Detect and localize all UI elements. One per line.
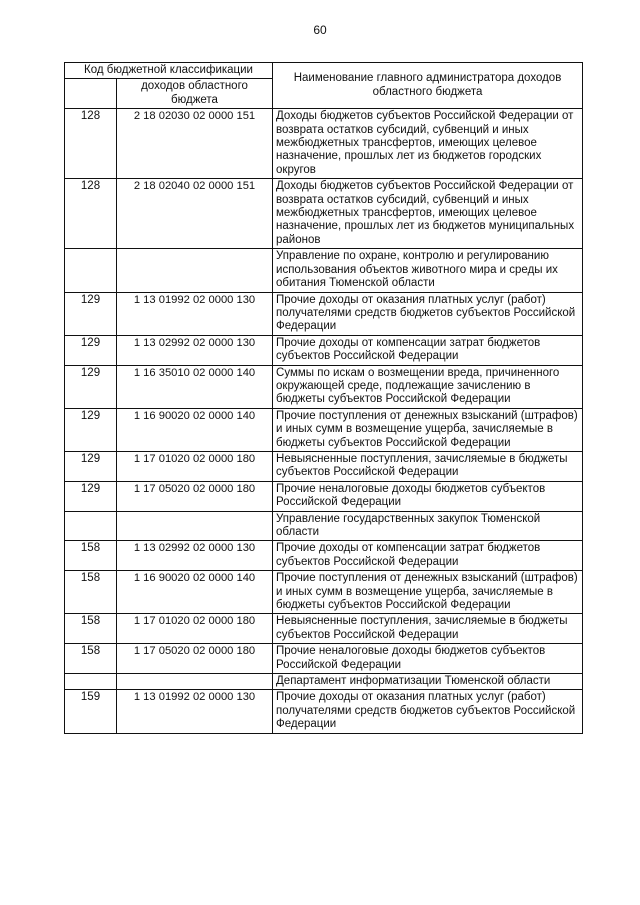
- admin-code-cell: 129: [65, 335, 117, 365]
- income-name-cell: Доходы бюджетов субъектов Российской Федерации от возврата остатков субсидий, субвенций и иных межбюджетных трансфертов, имеющих целевое назначение, прошлых лет из бюджетов городских округов: [273, 109, 583, 179]
- table-row: [65, 511, 583, 541]
- income-code-cell: 1 13 01992 02 0000 130: [117, 292, 273, 335]
- income-name-cell: Прочие поступления от денежных взысканий (штрафов) и иных сумм в возмещение ущерба, зачисляемые в бюджеты субъектов Российской Федерации: [273, 408, 583, 451]
- table-row: [65, 541, 583, 571]
- income-code-cell: 2 18 02030 02 0000 151: [117, 109, 273, 179]
- admin-code-cell: 129: [65, 408, 117, 451]
- income-code-cell: 1 13 02992 02 0000 130: [117, 541, 273, 571]
- header-administrator-name: Наименование главного администратора доходов областного бюджета: [273, 63, 583, 109]
- table-row: [65, 179, 583, 249]
- table-row: [65, 335, 583, 365]
- table-row: [65, 408, 583, 451]
- income-code-cell: 1 13 01992 02 0000 130: [117, 690, 273, 733]
- income-code-cell: 1 16 90020 02 0000 140: [117, 408, 273, 451]
- income-name-cell: Невыясненные поступления, зачисляемые в бюджеты субъектов Российской Федерации: [273, 451, 583, 481]
- admin-code-cell: 158: [65, 571, 117, 614]
- income-code-cell: 1 17 01020 02 0000 180: [117, 614, 273, 644]
- admin-code-cell: 129: [65, 451, 117, 481]
- admin-code-cell: [65, 249, 117, 292]
- income-name-cell: Прочие неналоговые доходы бюджетов субъектов Российской Федерации: [273, 644, 583, 674]
- income-code-cell: 1 16 90020 02 0000 140: [117, 571, 273, 614]
- admin-code-cell: 128: [65, 179, 117, 249]
- table-row: [65, 365, 583, 408]
- admin-code-cell: 158: [65, 614, 117, 644]
- income-code-cell: 2 18 02040 02 0000 151: [117, 179, 273, 249]
- page-number: 60: [313, 23, 327, 37]
- income-code-cell: 1 17 01020 02 0000 180: [117, 451, 273, 481]
- income-name-cell: Суммы по искам о возмещении вреда, причиненного окружающей среде, подлежащие зачислению в бюджеты субъектов Российской Федерации: [273, 365, 583, 408]
- table-row: [65, 674, 583, 690]
- income-code-cell: 1 17 05020 02 0000 180: [117, 644, 273, 674]
- administrator-heading-cell: Управление государственных закупок Тюменской области: [273, 511, 583, 541]
- income-name-cell: Прочие доходы от компенсации затрат бюджетов субъектов Российской Федерации: [273, 541, 583, 571]
- header-admin-code: [65, 79, 117, 109]
- income-code-cell: [117, 249, 273, 292]
- budget-classification-table: [64, 62, 583, 734]
- income-name-cell: Прочие доходы от компенсации затрат бюджетов субъектов Российской Федерации: [273, 335, 583, 365]
- admin-code-cell: 158: [65, 541, 117, 571]
- table-row: [65, 109, 583, 179]
- income-code-cell: [117, 511, 273, 541]
- table-row: [65, 481, 583, 511]
- income-name-cell: Доходы бюджетов субъектов Российской Федерации от возврата остатков субсидий, субвенций и иных межбюджетных трансфертов, имеющих целевое назначение, прошлых лет из бюджетов муниципальных районов: [273, 179, 583, 249]
- header-income-code: доходов областного бюджета: [117, 79, 273, 109]
- admin-code-cell: 129: [65, 365, 117, 408]
- administrator-heading-cell: Департамент информатизации Тюменской области: [273, 674, 583, 690]
- administrator-heading-cell: Управление по охране, контролю и регулированию использования объектов животного мира и среды их обитания Тюменской области: [273, 249, 583, 292]
- income-name-cell: Прочие доходы от оказания платных услуг (работ) получателями средств бюджетов субъектов Российской Федерации: [273, 690, 583, 733]
- income-name-cell: Невыясненные поступления, зачисляемые в бюджеты субъектов Российской Федерации: [273, 614, 583, 644]
- admin-code-cell: [65, 674, 117, 690]
- income-name-cell: Прочие доходы от оказания платных услуг (работ) получателями средств бюджетов субъектов Российской Федерации: [273, 292, 583, 335]
- table-row: [65, 644, 583, 674]
- income-code-cell: 1 16 35010 02 0000 140: [117, 365, 273, 408]
- header-classification-code: Код бюджетной классификации: [65, 63, 273, 79]
- income-code-cell: 1 17 05020 02 0000 180: [117, 481, 273, 511]
- admin-code-cell: [65, 511, 117, 541]
- admin-code-cell: 158: [65, 644, 117, 674]
- admin-code-cell: 159: [65, 690, 117, 733]
- table-row: [65, 614, 583, 644]
- income-code-cell: [117, 674, 273, 690]
- table-row: [65, 690, 583, 733]
- table-row: [65, 571, 583, 614]
- admin-code-cell: 128: [65, 109, 117, 179]
- admin-code-cell: 129: [65, 292, 117, 335]
- income-name-cell: Прочие неналоговые доходы бюджетов субъектов Российской Федерации: [273, 481, 583, 511]
- table-row: [65, 451, 583, 481]
- income-code-cell: 1 13 02992 02 0000 130: [117, 335, 273, 365]
- income-name-cell: Прочие поступления от денежных взысканий (штрафов) и иных сумм в возмещение ущерба, зачисляемые в бюджеты субъектов Российской Федерации: [273, 571, 583, 614]
- table-row: [65, 249, 583, 292]
- admin-code-cell: 129: [65, 481, 117, 511]
- table-row: [65, 292, 583, 335]
- table-body: [65, 109, 583, 733]
